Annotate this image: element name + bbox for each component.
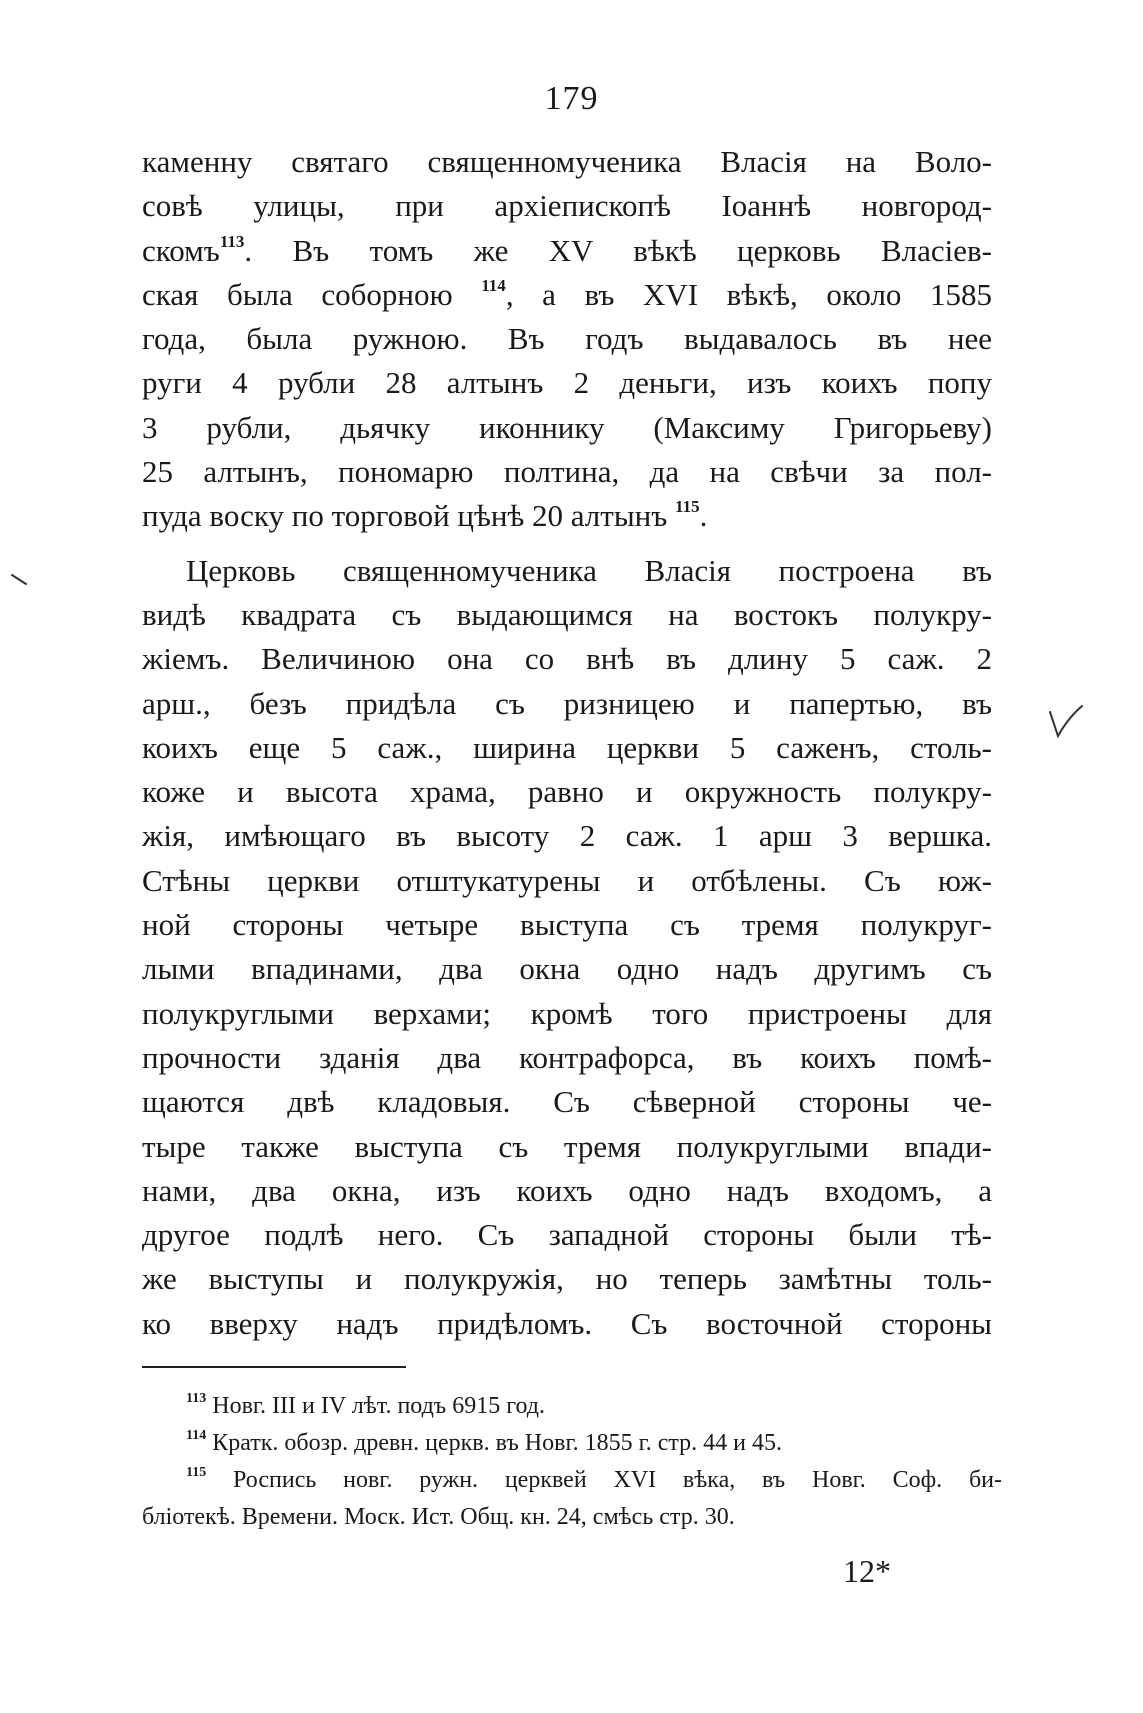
paragraph-gap: [142, 539, 992, 549]
text-line: Церковь священномученика Власія построена въ: [186, 552, 992, 588]
text-fragment: пуда воску по торговой цѣнѣ 20 алтынъ: [142, 498, 668, 534]
text-fragment: ская была соборною: [142, 276, 453, 312]
text-line: года, была ружною. Въ годъ выдавалось въ нее: [142, 321, 992, 357]
text-line: щаются двѣ кладовыя. Съ сѣверной стороны че-: [142, 1084, 992, 1120]
signature-mark: 12*: [843, 1553, 891, 1589]
text-line: ной стороны четыре выступа съ тремя полукруг-: [142, 907, 992, 943]
text-line: видѣ квадрата съ выдающимся на востокъ полукру-: [142, 596, 992, 632]
text-line: жія, имѣющаго въ высоту 2 саж. 1 арш 3 вершка.: [142, 818, 992, 854]
text-line: 3 рубли, дьячку иконнику (Максиму Григорьеву): [142, 409, 992, 445]
text-line: коихъ еще 5 саж., ширина церкви 5 саженъ, столь-: [142, 729, 992, 765]
main-text: [142, 140, 992, 1346]
footnote-text: Роспись новг. ружн. церквей XVI вѣка, въ Новг. Соф. би-: [233, 1467, 1002, 1493]
footnote-113: [142, 1388, 1002, 1425]
text-line: тыре также выступа съ тремя полукруглыми впади-: [142, 1128, 992, 1164]
check-mark-icon: [1046, 702, 1086, 742]
text-line: [142, 229, 992, 273]
text-line: [142, 494, 992, 538]
text-line: прочности зданія два контрафорса, въ коихъ помѣ-: [142, 1039, 992, 1075]
text-line: полукруглыми верхами; кромѣ того пристроены для: [142, 995, 992, 1031]
text-line: жіемъ. Величиною она со внѣ въ длину 5 саж. 2: [142, 641, 992, 677]
text-line: лыми впадинами, два окна одно надъ другимъ съ: [142, 951, 992, 987]
footnotes: [142, 1388, 1002, 1536]
footnote-115-continued: [142, 1499, 1002, 1536]
footnote-ref-115[interactable]: 115: [675, 497, 700, 517]
footnote-text: Кратк. обозр. древн. церкв. въ Новг. 1855 г. стр. 44 и 45.: [212, 1430, 782, 1456]
text-line: другое подлѣ него. Съ западной стороны были тѣ-: [142, 1217, 992, 1253]
page-number: 179: [544, 80, 599, 117]
text-fragment: , а въ XVI вѣкѣ, около 1585: [505, 276, 992, 312]
text-fragment: . Въ томъ же XV вѣкѣ церковь Власіев-: [244, 232, 992, 268]
text-fragment: скомъ: [142, 232, 220, 268]
footnote-114: [142, 1425, 1002, 1462]
text-line: арш., безъ придѣла съ ризницею и папертью, въ: [142, 685, 992, 721]
footnote-mark: 114: [186, 1428, 207, 1443]
text-line: Стѣны церкви отштукатурены и отбѣлены. Съ юж-: [142, 862, 992, 898]
text-line: совѣ улицы, при архіепископѣ Іоаннѣ новгород-: [142, 188, 992, 224]
footnote-divider: [142, 1366, 406, 1368]
text-line: [142, 273, 992, 317]
text-line: руги 4 рубли 28 алтынъ 2 деньги, изъ коихъ попу: [142, 365, 992, 401]
text-line: каменну святаго священномученика Власія на Воло-: [142, 144, 992, 179]
text-line: же выступы и полукружія, но теперь замѣтны толь-: [142, 1261, 992, 1297]
footnote-mark: 113: [186, 1391, 207, 1406]
pencil-tick-icon: [10, 573, 30, 587]
text-fragment: .: [699, 498, 708, 534]
text-line: 25 алтынъ, пономарю полтина, да на свѣчи за пол-: [142, 454, 992, 490]
footnote-mark: 115: [186, 1465, 207, 1480]
footnote-ref-113[interactable]: 113: [219, 231, 245, 251]
footnote-text: Новг. III и IV лѣт. подъ 6915 год.: [212, 1393, 545, 1419]
text-line: нами, два окна, изъ коихъ одно надъ входомъ, а: [142, 1172, 992, 1208]
text-line: коже и высота храма, равно и окружность полукру-: [142, 774, 992, 810]
text-line: ко вверху надъ придѣломъ. Съ восточной стороны: [142, 1305, 992, 1341]
footnote-text: бліотекѣ. Времени. Моск. Ист. Общ. кн. 24, смѣсь стр. 30.: [142, 1504, 735, 1530]
footnote-ref-114[interactable]: 114: [481, 275, 506, 295]
footnote-115: [142, 1462, 1002, 1499]
